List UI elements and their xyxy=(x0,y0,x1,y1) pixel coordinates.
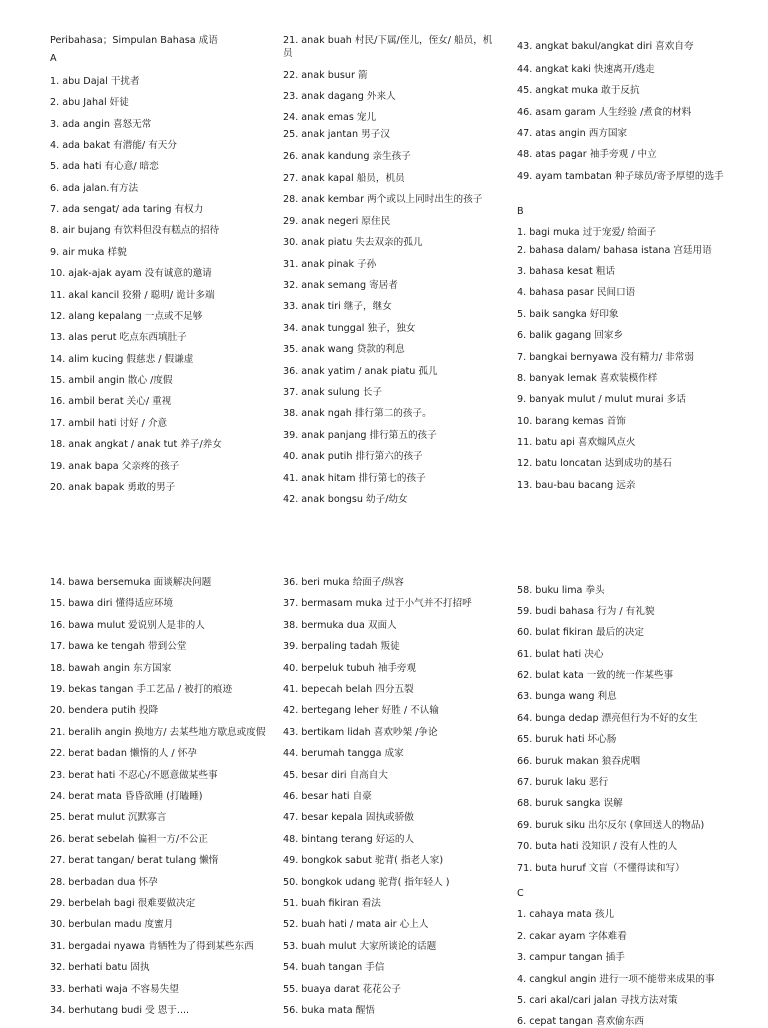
list-item: 27. anak kapal 船员，机员 xyxy=(283,173,405,184)
list-item: 3. bahasa kesat 粗话 xyxy=(517,266,616,277)
list-item: 46. besar hati 自豪 xyxy=(283,791,372,802)
list-item: 29. anak negeri 原住民 xyxy=(283,216,391,227)
list-item: 66. buruk makan 狼吞虎咽 xyxy=(517,756,641,767)
list-item: 63. bunga wang 利息 xyxy=(517,691,617,702)
list-item: 53. buah mulut 大家所谈论的话题 xyxy=(283,941,437,952)
list-item: 38. anak ngah 排行第二的孩子。 xyxy=(283,408,432,419)
list-item: 37. bermasam muka 过于小气并不打招呼 xyxy=(283,598,472,609)
list-item: 71. buta huruf 文盲（不懂得读和写） xyxy=(517,863,685,874)
list-item: 55. buaya darat 花花公子 xyxy=(283,984,401,995)
list-item: 25. berat mulut 沉默寡言 xyxy=(50,812,167,823)
list-item: 25. anak jantan 男子汉 xyxy=(283,129,390,140)
list-item: 68. buruk sangka 误解 xyxy=(517,798,623,809)
list-item: 26. anak kandung 亲生孩子 xyxy=(283,151,411,162)
list-item: 40. berpeluk tubuh 袖手旁观 xyxy=(283,663,417,674)
list-item: 54. buah tangan 手信 xyxy=(283,962,385,973)
list-item: 15. bawa diri 懂得适应环境 xyxy=(50,598,174,609)
list-item: 44. angkat kaki 快速离开/逃走 xyxy=(517,64,655,75)
list-item: 18. bawah angin 东方国家 xyxy=(50,663,172,674)
list-item: 64. bunga dedap 漂亮但行为不好的女生 xyxy=(517,713,698,724)
list-item: 48. bintang terang 好运的人 xyxy=(283,834,415,845)
list-item: 37. anak sulung 长子 xyxy=(283,387,382,398)
list-item: 3. campur tangan 插手 xyxy=(517,952,625,963)
list-item: 16. ambil berat 关心/ 重视 xyxy=(50,396,172,407)
section-letter-b: B xyxy=(517,206,524,217)
list-item: 1. cahaya mata 孩儿 xyxy=(517,909,615,920)
list-item: 61. bulat hati 决心 xyxy=(517,649,604,660)
list-item: 6. ada jalan.有方法 xyxy=(50,183,139,194)
list-item: 32. anak semang 寄居者 xyxy=(283,280,398,291)
list-item: 50. bongkok udang 驼背( 指年轻人 ) xyxy=(283,877,450,888)
list-item: 33. berhati waja 不容易失望 xyxy=(50,984,179,995)
list-item: 36. anak yatim / anak piatu 孤儿 xyxy=(283,366,438,377)
list-item: 4. cangkul angin 进行一项不能带来成果的事 xyxy=(517,974,715,985)
list-item: 67. buruk laku 恶行 xyxy=(517,777,609,788)
list-item: 49. ayam tambatan 种子球员/寄予厚望的选手 xyxy=(517,171,724,182)
list-item: 43. angkat bakul/angkat diri 喜欢自夸 xyxy=(517,41,694,52)
list-item: 33. anak tiri 继子，继女 xyxy=(283,301,392,312)
list-item: 42. anak bongsu 幼子/幼女 xyxy=(283,494,408,505)
list-item: 11. akal kancil 狡猾 / 聪明/ 诡计多端 xyxy=(50,290,215,301)
list-item: 3. ada angin 喜怒无常 xyxy=(50,119,152,130)
list-item: 5. baik sangka 好印象 xyxy=(517,309,619,320)
list-item: 7. ada sengat/ ada taring 有权力 xyxy=(50,204,204,215)
section-letter-a: A xyxy=(50,53,57,64)
list-item: 2. cakar ayam 字体难看 xyxy=(517,931,627,942)
list-item: 47. atas angin 西方国家 xyxy=(517,128,628,139)
list-item: 46. asam garam 人生经验 /煮食的材料 xyxy=(517,107,692,118)
list-item: 49. bongkok sabut 驼背( 指老人家) xyxy=(283,855,444,866)
list-item: 70. buta hati 没知识 / 没有人性的人 xyxy=(517,841,678,852)
list-item: 21. anak buah 村民/下属/侄儿，侄女/ 船员，机员 xyxy=(283,35,493,59)
list-item: 45. besar diri 自高自大 xyxy=(283,770,388,781)
list-item: 48. atas pagar 袖手旁观 / 中立 xyxy=(517,149,657,160)
list-item: 58. buku lima 拳头 xyxy=(517,585,605,596)
list-item: 2. abu Jahal 奸徒 xyxy=(50,97,129,108)
list-item: 5. ada hati 有心意/ 暗恋 xyxy=(50,161,159,172)
list-item: 41. bepecah belah 四分五裂 xyxy=(283,684,414,695)
list-item: 39. anak panjang 排行第五的孩子 xyxy=(283,430,437,441)
list-item: 23. berat hati 不忍心/不愿意做某些事 xyxy=(50,770,218,781)
list-item: 13. bau-bau bacang 远亲 xyxy=(517,480,636,491)
list-item: 38. bermuka dua 双面人 xyxy=(283,620,397,631)
list-item: 32. berhati batu 固执 xyxy=(50,962,150,973)
list-item: 24. berat mata 昏昏欲睡 (打瞌睡) xyxy=(50,791,203,802)
list-item: 31. bergadai nyawa 肯牺牲为了得到某些东西 xyxy=(50,941,254,952)
list-item: 14. alim kucing 假慈悲 / 假谦虚 xyxy=(50,354,194,365)
list-item: 27. berat tangan/ berat tulang 懒惰 xyxy=(50,855,219,866)
list-item: 17. ambil hati 讨好 / 介意 xyxy=(50,418,168,429)
list-item: 24. anak emas 宠儿 xyxy=(283,112,377,123)
list-item: 34. berhutang budi 受 恩于.... xyxy=(50,1005,190,1016)
list-item: 12. batu loncatan 达到成功的基石 xyxy=(517,458,672,469)
list-item: 30. berbulan madu 度蜜月 xyxy=(50,919,174,930)
list-item: 5. cari akal/cari jalan 寻找方法对策 xyxy=(517,995,678,1006)
list-item: 19. anak bapa 父亲疼的孩子 xyxy=(50,461,180,472)
list-item: 1. bagi muka 过于宠爱/ 给面子 xyxy=(517,227,657,238)
list-item: 31. anak pinak 子孙 xyxy=(283,259,377,270)
page-title: Peribahasa；Simpulan Bahasa 成语 xyxy=(50,35,218,46)
list-item: 18. anak angkat / anak tut 养子/养女 xyxy=(50,439,222,450)
list-item: 59. budi bahasa 行为 / 有礼貌 xyxy=(517,606,655,617)
list-item: 44. berumah tangga 成家 xyxy=(283,748,404,759)
list-item: 22. anak busur 箭 xyxy=(283,70,368,81)
list-item: 35. anak wang 贷款的利息 xyxy=(283,344,405,355)
list-item: 30. anak piatu 失去双亲的孤儿 xyxy=(283,237,423,248)
list-item: 2. bahasa dalam/ bahasa istana 宫廷用语 xyxy=(517,245,712,256)
list-item: 1. abu Dajal 干扰者 xyxy=(50,76,140,87)
list-item: 28. anak kembar 两个或以上同时出生的孩子 xyxy=(283,194,483,205)
list-item: 56. buka mata 醒悟 xyxy=(283,1005,375,1016)
list-item: 69. buruk siku 出尔反尔 (拿回送人的物品) xyxy=(517,820,705,831)
list-item: 52. buah hati / mata air 心上人 xyxy=(283,919,429,930)
list-item: 8. air bujang 有饮料但没有糕点的招待 xyxy=(50,225,220,236)
list-item: 36. beri muka 给面子/纵容 xyxy=(283,577,404,588)
list-item: 19. bekas tangan 手工艺品 / 被打的痕迹 xyxy=(50,684,233,695)
list-item: 13. alas perut 吃点东西填肚子 xyxy=(50,332,187,343)
list-item: 40. anak putih 排行第六的孩子 xyxy=(283,451,423,462)
list-item: 60. bulat fikiran 最后的决定 xyxy=(517,627,645,638)
list-item: 4. bahasa pasar 民间口语 xyxy=(517,287,636,298)
list-item: 51. buah fikiran 看法 xyxy=(283,898,381,909)
list-item: 22. berat badan 懒惰的人 / 怀孕 xyxy=(50,748,197,759)
list-item: 43. bertikam lidah 喜欢吵架 /争论 xyxy=(283,727,438,738)
list-item: 26. berat sebelah 偏袒一方/不公正 xyxy=(50,834,208,845)
list-item: 10. barang kemas 首饰 xyxy=(517,416,626,427)
list-item: 7. bangkai bernyawa 没有精力/ 非常弱 xyxy=(517,352,694,363)
list-item: 6. balik gagang 回家乡 xyxy=(517,330,624,341)
list-item: 42. bertegang leher 好胜 / 不认输 xyxy=(283,705,439,716)
list-item: 17. bawa ke tengah 带到公堂 xyxy=(50,641,187,652)
list-item: 8. banyak lemak 喜欢装模作样 xyxy=(517,373,658,384)
list-item: 45. angkat muka 敢于反抗 xyxy=(517,85,640,96)
list-item: 15. ambil angin 散心 /度假 xyxy=(50,375,173,386)
list-item: 12. alang kepalang 一点或不足够 xyxy=(50,311,203,322)
list-item: 41. anak hitam 排行第七的孩子 xyxy=(283,473,426,484)
list-item: 39. berpaling tadah 叛徒 xyxy=(283,641,400,652)
list-item: 34. anak tunggal 独子，独女 xyxy=(283,323,416,334)
list-item: 21. beralih angin 换地方/ 去某些地方歇息或度假 xyxy=(50,727,266,738)
list-item: 28. berbadan dua 怀孕 xyxy=(50,877,158,888)
list-item: 6. cepat tangan 喜欢偷东西 xyxy=(517,1016,644,1027)
list-item: 29. berbelah bagi 很难要做决定 xyxy=(50,898,196,909)
list-item: 47. besar kepala 固执或骄傲 xyxy=(283,812,414,823)
list-item: 20. bendera putih 投降 xyxy=(50,705,159,716)
list-item: 16. bawa mulut 爱说别人是非的人 xyxy=(50,620,205,631)
list-item: 9. air muka 样貌 xyxy=(50,247,127,258)
list-item: 4. ada bakat 有潜能/ 有天分 xyxy=(50,140,177,151)
list-item: 10. ajak-ajak ayam 没有诚意的邀请 xyxy=(50,268,212,279)
list-item: 14. bawa bersemuka 面谈解决问题 xyxy=(50,577,212,588)
list-item: 11. batu api 喜欢煽风点火 xyxy=(517,437,636,448)
list-item: 62. bulat kata 一致的统一作某些事 xyxy=(517,670,674,681)
list-item: 65. buruk hati 坏心肠 xyxy=(517,734,617,745)
list-item: 20. anak bapak 勇敢的男子 xyxy=(50,482,176,493)
section-letter-c: C xyxy=(517,888,524,899)
list-item: 9. banyak mulut / mulut murai 多话 xyxy=(517,394,686,405)
list-item: 23. anak dagang 外来人 xyxy=(283,91,396,102)
